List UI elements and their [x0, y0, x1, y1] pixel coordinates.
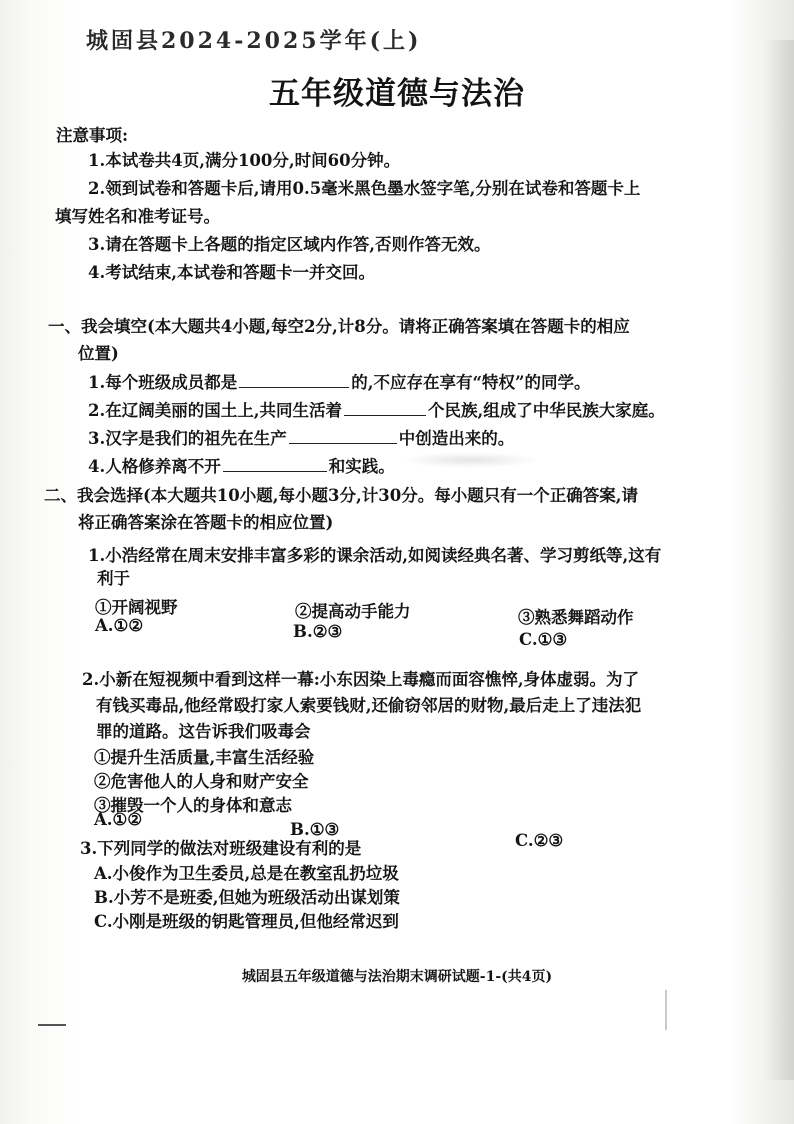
- choice-q2-option-2: ②危害他人的人身和财产安全: [94, 772, 309, 791]
- fill-q2-after: 个民族,组成了中华民族大家庭。: [427, 401, 665, 420]
- choice-q3-answer-b: B.小芳不是班委,但她为班级活动出谋划策: [94, 888, 400, 907]
- fill-q3-before: 3.汉字是我们的祖先在生产: [88, 429, 287, 448]
- fill-question-3: [88, 425, 514, 449]
- choice-q1-answer-a: A.①②: [95, 616, 144, 635]
- choice-q2-stem: 2.小新在短视频中看到这样一幕:小东因染上毒瘾而面容憔悴,身体虚弱。为了: [82, 670, 640, 689]
- choice-q2-answer-a: A.①②: [94, 810, 143, 829]
- choice-q3-answer-a: A.小俊作为卫生委员,总是在教室乱扔垃圾: [94, 864, 399, 883]
- section2-heading-cont: 将正确答案涂在答题卡的相应位置): [78, 513, 334, 532]
- section2-heading: 二、我会选择(本大题共10小题,每小题3分,计30分。每小题只有一个正确答案,请: [44, 486, 638, 505]
- choice-q1-answer-b: B.②③: [293, 622, 343, 641]
- notice-item-1: 1.本试卷共4页,满分100分,时间60分钟。: [88, 151, 401, 170]
- notice-item-2-cont: 填写姓名和准考证号。: [55, 207, 220, 226]
- answer-blank: [289, 442, 397, 444]
- choice-q2-option-1: ①提升生活质量,丰富生活经验: [94, 748, 315, 767]
- notice-item-4: 4.考试结束,本试卷和答题卡一并交回。: [88, 263, 375, 282]
- scan-edge-mark: [665, 990, 667, 1030]
- answer-blank: [239, 386, 349, 388]
- choice-q2-stem-cont-1: 有钱买毒品,他经常殴打家人索要钱财,还偷窃邻居的财物,最后走上了违法犯: [96, 696, 642, 715]
- fill-q3-after: 中创造出来的。: [398, 429, 515, 448]
- notice-heading: 注意事项:: [56, 126, 129, 145]
- choice-q3-answer-c: C.小刚是班级的钥匙管理员,但他经常迟到: [94, 912, 399, 931]
- section1-heading-cont: 位置): [78, 344, 119, 363]
- choice-q1-stem-cont: 利于: [97, 569, 130, 588]
- fill-q1-before: 1.每个班级成员都是: [88, 373, 238, 392]
- choice-q1-option-2: ②提高动手能力: [295, 602, 411, 621]
- choice-q1-answer-c: C.①③: [519, 630, 568, 649]
- notice-item-3: 3.请在答题卡上各题的指定区域内作答,否则作答无效。: [88, 235, 491, 254]
- notice-item-2: 2.领到试卷和答题卡后,请用0.5毫米黑色墨水签字笔,分别在试卷和答题卡上: [88, 179, 641, 198]
- cropped-header: 城固县2024-2025学年(上): [86, 28, 422, 54]
- page-title: 五年级道德与法治: [269, 76, 525, 112]
- fill-question-4: [88, 453, 395, 477]
- choice-q1-option-1: ①开阔视野: [95, 598, 178, 617]
- page-footer: 城固县五年级道德与法治期末调研试题-1-(共4页): [241, 969, 553, 985]
- section1-heading: 一、我会填空(本大题共4小题,每空2分,计8分。请将正确答案填在答题卡的相应: [48, 317, 630, 336]
- fill-q2-before: 2.在辽阔美丽的国土上,共同生活着: [88, 401, 342, 420]
- choice-q3-stem: 3.下列同学的做法对班级建设有利的是: [80, 839, 362, 858]
- scan-dash-mark: [38, 1024, 66, 1026]
- choice-q1-stem: 1.小浩经常在周末安排丰富多彩的课余活动,如阅读经典名著、学习剪纸等,这有: [88, 546, 662, 565]
- fill-question-1: [88, 369, 590, 393]
- answer-blank: [223, 470, 327, 472]
- choice-q1-option-3: ③熟悉舞蹈动作: [518, 608, 634, 627]
- scan-edge-shadow: [764, 40, 794, 1080]
- scan-smudge: [400, 452, 540, 468]
- choice-q2-stem-cont-2: 罪的道路。这告诉我们吸毒会: [96, 722, 311, 741]
- choice-q2-option-3: ③摧毁一个人的身体和意志: [94, 796, 292, 815]
- answer-blank: [344, 414, 426, 416]
- fill-question-2: [88, 397, 665, 421]
- choice-q2-answer-b: B.①③: [290, 820, 340, 839]
- choice-q2-answer-c: C.②③: [515, 831, 564, 850]
- fill-q4-before: 4.人格修养离不开: [88, 457, 221, 476]
- fill-q1-after: 的,不应存在享有“特权”的同学。: [351, 373, 591, 392]
- fill-q4-after: 和实践。: [328, 457, 395, 476]
